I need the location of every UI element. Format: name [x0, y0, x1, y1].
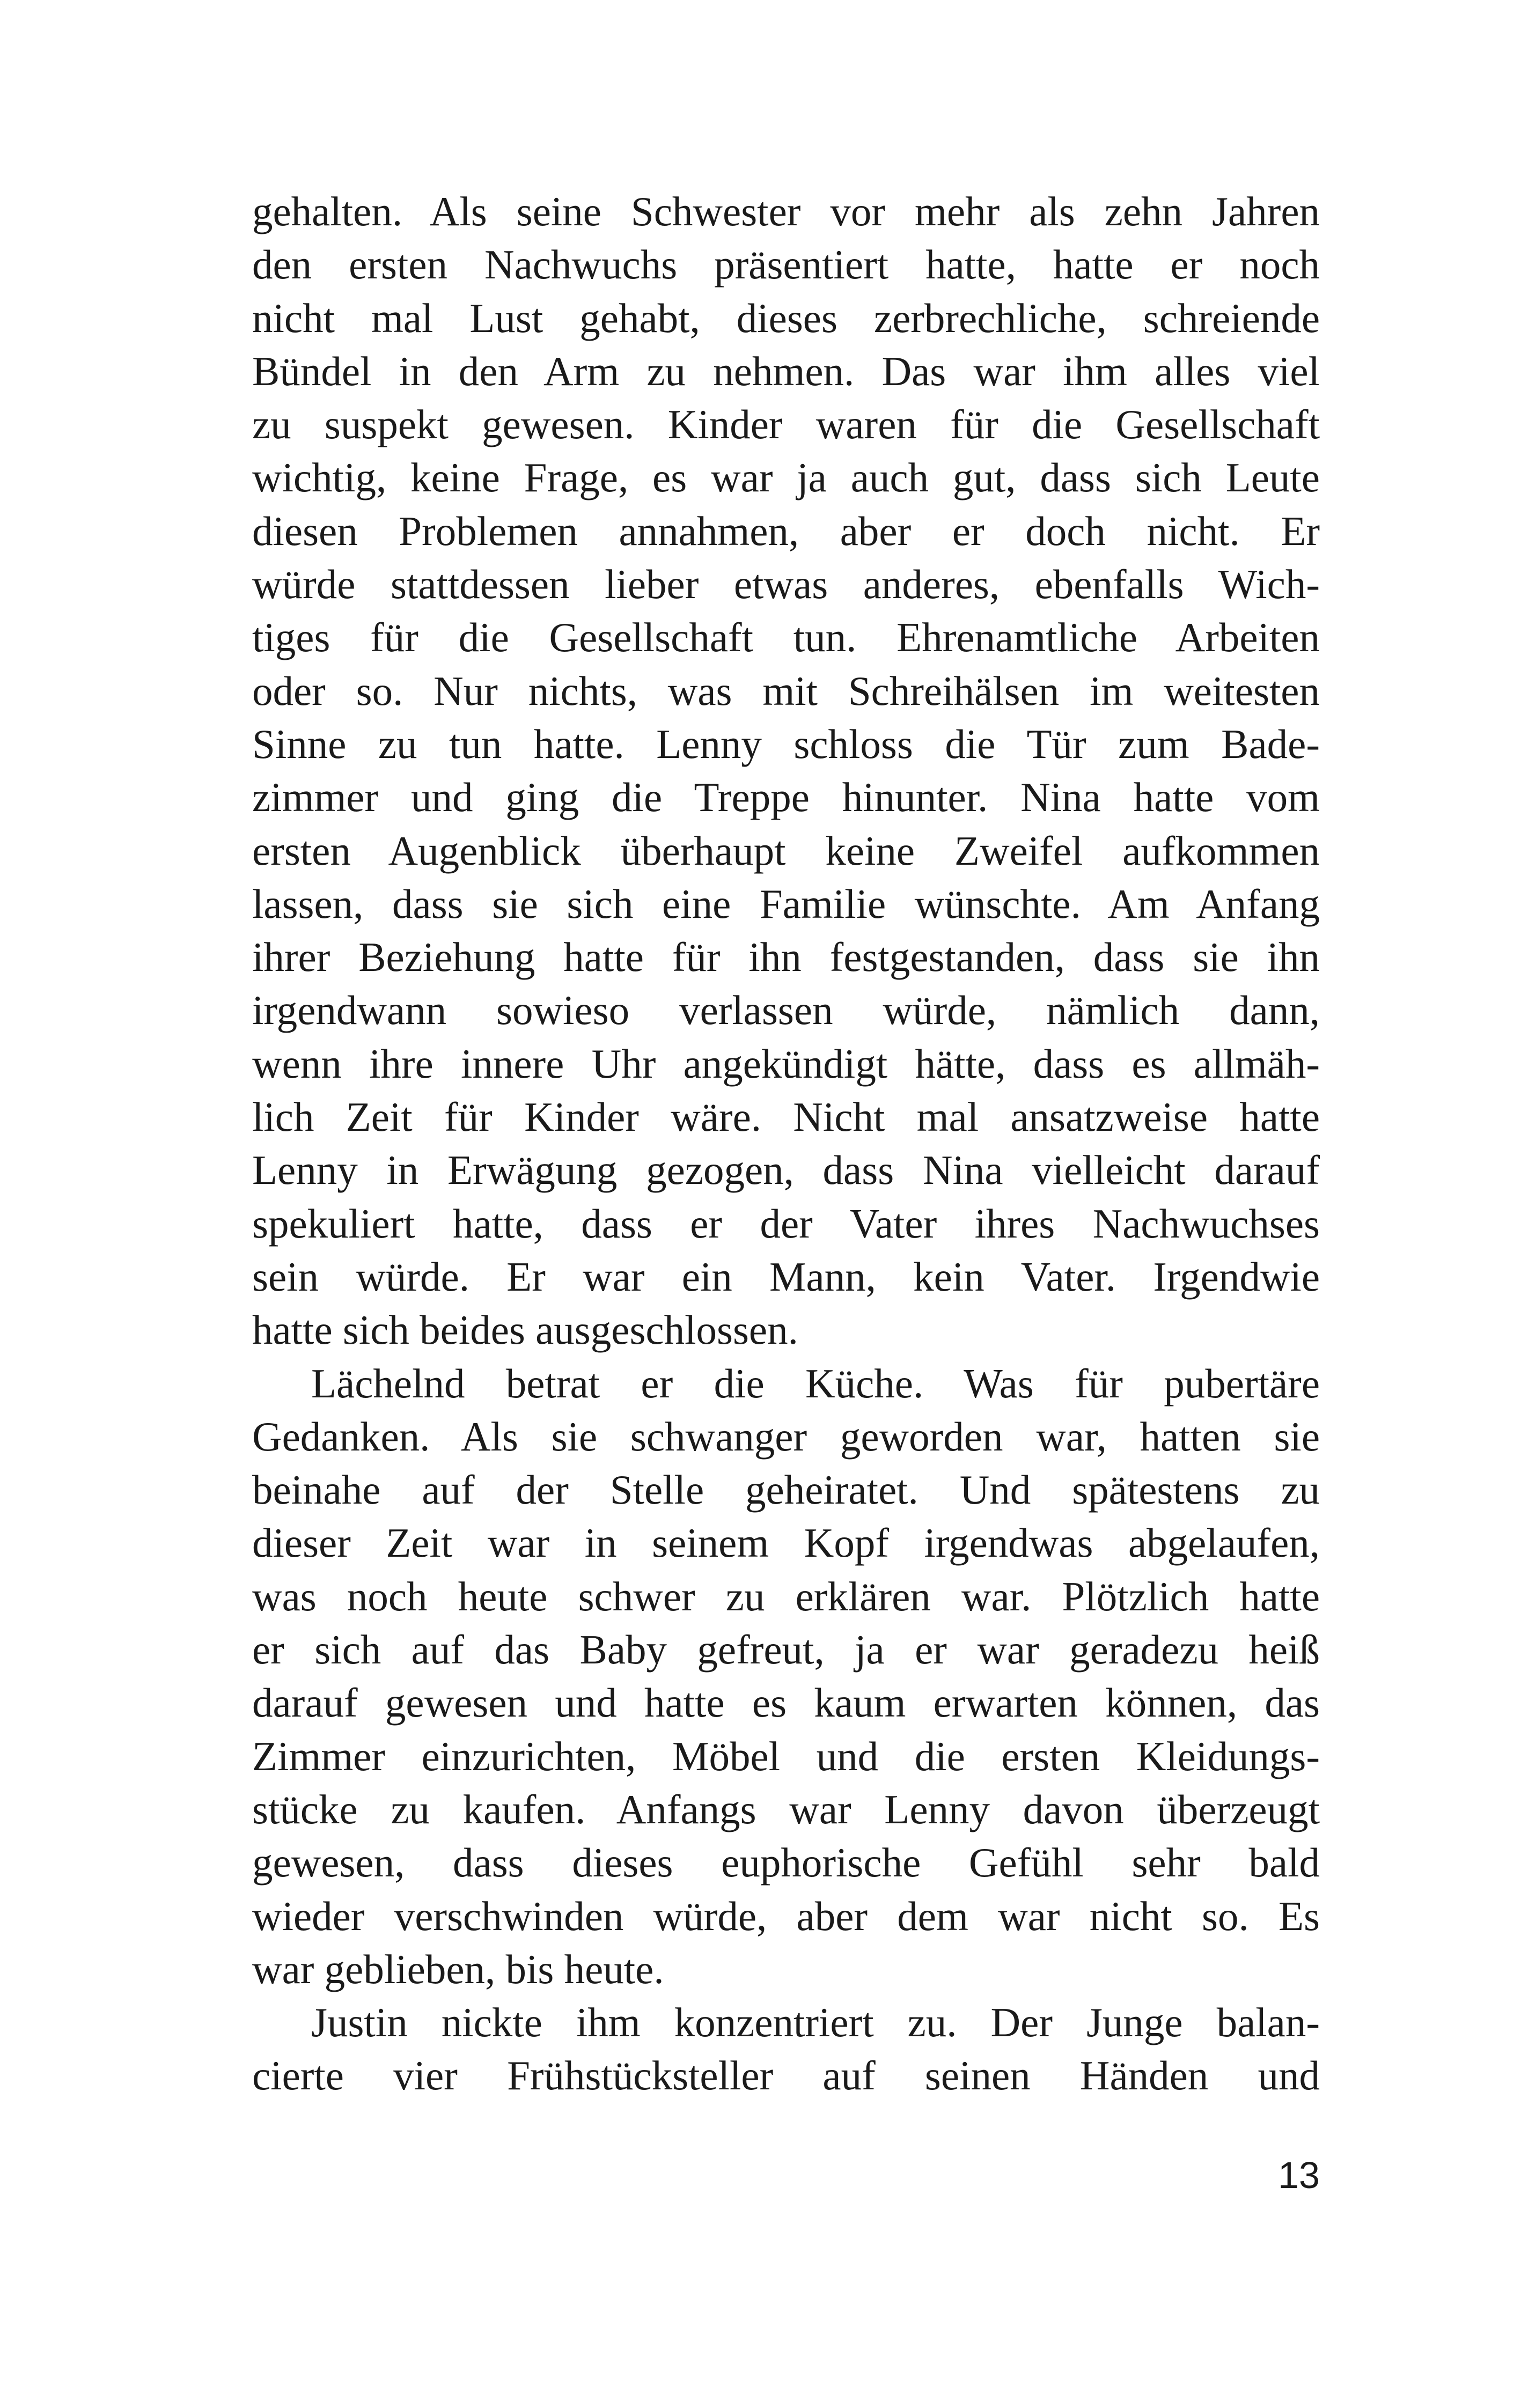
text-line: Lenny in Erwägung gezogen, dass Nina vielleicht darauf: [252, 1147, 1320, 1194]
text-line: Justin nickte ihm konzentriert zu. Der Junge balan-: [311, 1999, 1320, 2046]
text-line: spekuliert hatte, dass er der Vater ihres Nachwuchses: [252, 1200, 1320, 1247]
text-line: beinahe auf der Stelle geheiratet. Und spätestens zu: [252, 1467, 1320, 1513]
text-line: zu suspekt gewesen. Kinder waren für die Gesellschaft: [252, 401, 1320, 448]
text-line: Lächelnd betrat er die Küche. Was für pubertäre: [311, 1360, 1320, 1406]
text-line: ihrer Beziehung hatte für ihn festgestanden, dass sie ihn: [252, 934, 1320, 981]
text-line: was noch heute schwer zu erklären war. Plötzlich hatte: [252, 1573, 1320, 1619]
text-line: oder so. Nur nichts, was mit Schreihälsen im weitesten: [252, 667, 1320, 714]
text-line: Bündel in den Arm zu nehmen. Das war ihm alles viel: [252, 348, 1320, 394]
text-line: wieder verschwinden würde, aber dem war nicht so. Es: [252, 1892, 1320, 1939]
text-line: hatte sich beides ausgeschlossen.: [252, 1307, 798, 1353]
text-line: stücke zu kaufen. Anfangs war Lenny davon überzeugt: [252, 1786, 1320, 1832]
text-line: irgendwann sowieso verlassen würde, nämlich dann,: [252, 987, 1320, 1034]
text-line: cierte vier Frühstücksteller auf seinen Händen und: [252, 2052, 1320, 2099]
text-line: sein würde. Er war ein Mann, kein Vater. Irgendwie: [252, 1253, 1320, 1300]
text-line: darauf gewesen und hatte es kaum erwarten können, das: [252, 1680, 1320, 1726]
text-line: wenn ihre innere Uhr angekündigt hätte, dass es allmäh-: [252, 1040, 1320, 1087]
text-line: zimmer und ging die Treppe hinunter. Nina hatte vom: [252, 774, 1320, 821]
body-text: [252, 185, 1320, 2103]
text-line: Gedanken. Als sie schwanger geworden war, hatten sie: [252, 1413, 1320, 1460]
text-line: nicht mal Lust gehabt, dieses zerbrechliche, schreiende: [252, 294, 1320, 341]
text-line: wichtig, keine Frage, es war ja auch gut, dass sich Leute: [252, 454, 1320, 501]
text-line: ersten Augenblick überhaupt keine Zweifel aufkommen: [252, 827, 1320, 874]
page-number: 13: [1278, 2154, 1320, 2196]
text-line: war geblieben, bis heute.: [252, 1946, 664, 1992]
text-line: den ersten Nachwuchs präsentiert hatte, hatte er noch: [252, 241, 1320, 288]
text-line: lich Zeit für Kinder wäre. Nicht mal ansatzweise hatte: [252, 1094, 1320, 1140]
text-line: lassen, dass sie sich eine Familie wünschte. Am Anfang: [252, 880, 1320, 927]
text-line: gewesen, dass dieses euphorische Gefühl sehr bald: [252, 1839, 1320, 1886]
text-line: Sinne zu tun hatte. Lenny schloss die Tür zum Bade-: [252, 720, 1320, 767]
text-line: dieser Zeit war in seinem Kopf irgendwas abgelaufen,: [252, 1520, 1320, 1566]
text-line: diesen Problemen annahmen, aber er doch nicht. Er: [252, 507, 1320, 554]
text-line: Zimmer einzurichten, Möbel und die ersten Kleidungs-: [252, 1733, 1320, 1779]
text-line: gehalten. Als seine Schwester vor mehr als zehn Jahren: [252, 188, 1320, 234]
text-line: er sich auf das Baby gefreut, ja er war geradezu heiß: [252, 1626, 1320, 1673]
text-line: tiges für die Gesellschaft tun. Ehrenamtliche Arbeiten: [252, 614, 1320, 661]
text-line: würde stattdessen lieber etwas anderes, ebenfalls Wich-: [252, 561, 1320, 608]
